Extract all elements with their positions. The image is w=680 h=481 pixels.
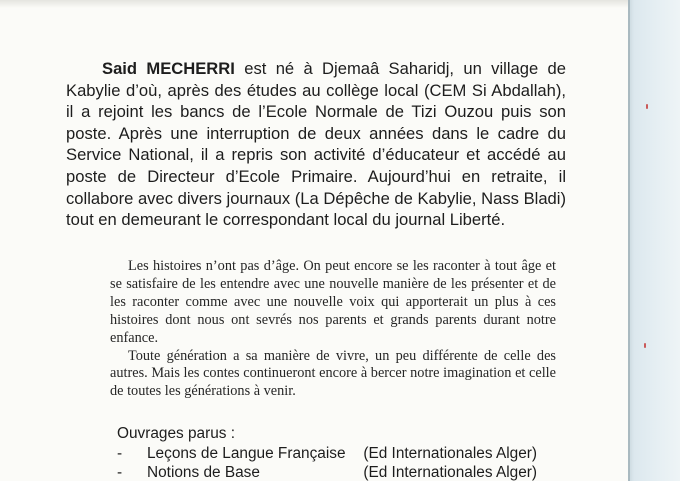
preface-text bbox=[110, 258, 556, 401]
work-title: Notions de Base bbox=[147, 464, 260, 481]
red-speck bbox=[644, 343, 646, 348]
work-publisher: (Ed Internationales Alger) bbox=[363, 445, 537, 462]
author-name: Said MECHERRI bbox=[102, 59, 235, 78]
published-work-item bbox=[117, 463, 557, 481]
page-top-shadow bbox=[0, 0, 628, 8]
published-works bbox=[117, 424, 557, 481]
red-speck bbox=[646, 104, 648, 109]
published-work-item bbox=[117, 444, 557, 463]
preface-paragraph: Les histoires n’ont pas d’âge. On peut encore se les raconter à tout âge et se satisfaire de les entendre avec une nouvelle manière de les présenter et de les raconter comme avec une nouvelle voix qui apporterait un plus à ces histoires dont nous ont sevrés nos parents et grands parents durant notre enfance. bbox=[110, 258, 556, 346]
author-bio bbox=[66, 58, 566, 231]
published-works-title: Ouvrages parus : bbox=[117, 425, 236, 442]
work-publisher: (Ed Internationales Alger) bbox=[363, 464, 537, 481]
page-edge bbox=[628, 0, 630, 481]
list-dash: - bbox=[117, 464, 123, 481]
preface-paragraph: Toute génération a sa manière de vivre, un peu différente de celle des autres. Mais les contes continueront encore à bercer notre imagination et celle de toutes les générations à venir. bbox=[110, 347, 556, 400]
work-title: Leçons de Langue Française bbox=[147, 445, 346, 462]
author-bio-text: est né à Djemaâ Saharidj, un village de Kabylie d’où, après des études au collège local (CEM Si Abdallah), il a rejoint les bancs de l’Ecole Normale de Tizi Ouzou puis son poste. Après une interruption de deux années dans le cadre du Service National, il a repris son activité d’éducateur et accédé au poste de Directeur d’Ecole Primaire. Aujourd’hui en retraite, il collabore avec divers journaux (La Dépêche de Kabylie, Nass Bladi) tout en demeurant le correspondant local du journal Liberté. bbox=[66, 59, 567, 230]
background-strip bbox=[628, 0, 680, 481]
list-dash: - bbox=[117, 445, 123, 462]
